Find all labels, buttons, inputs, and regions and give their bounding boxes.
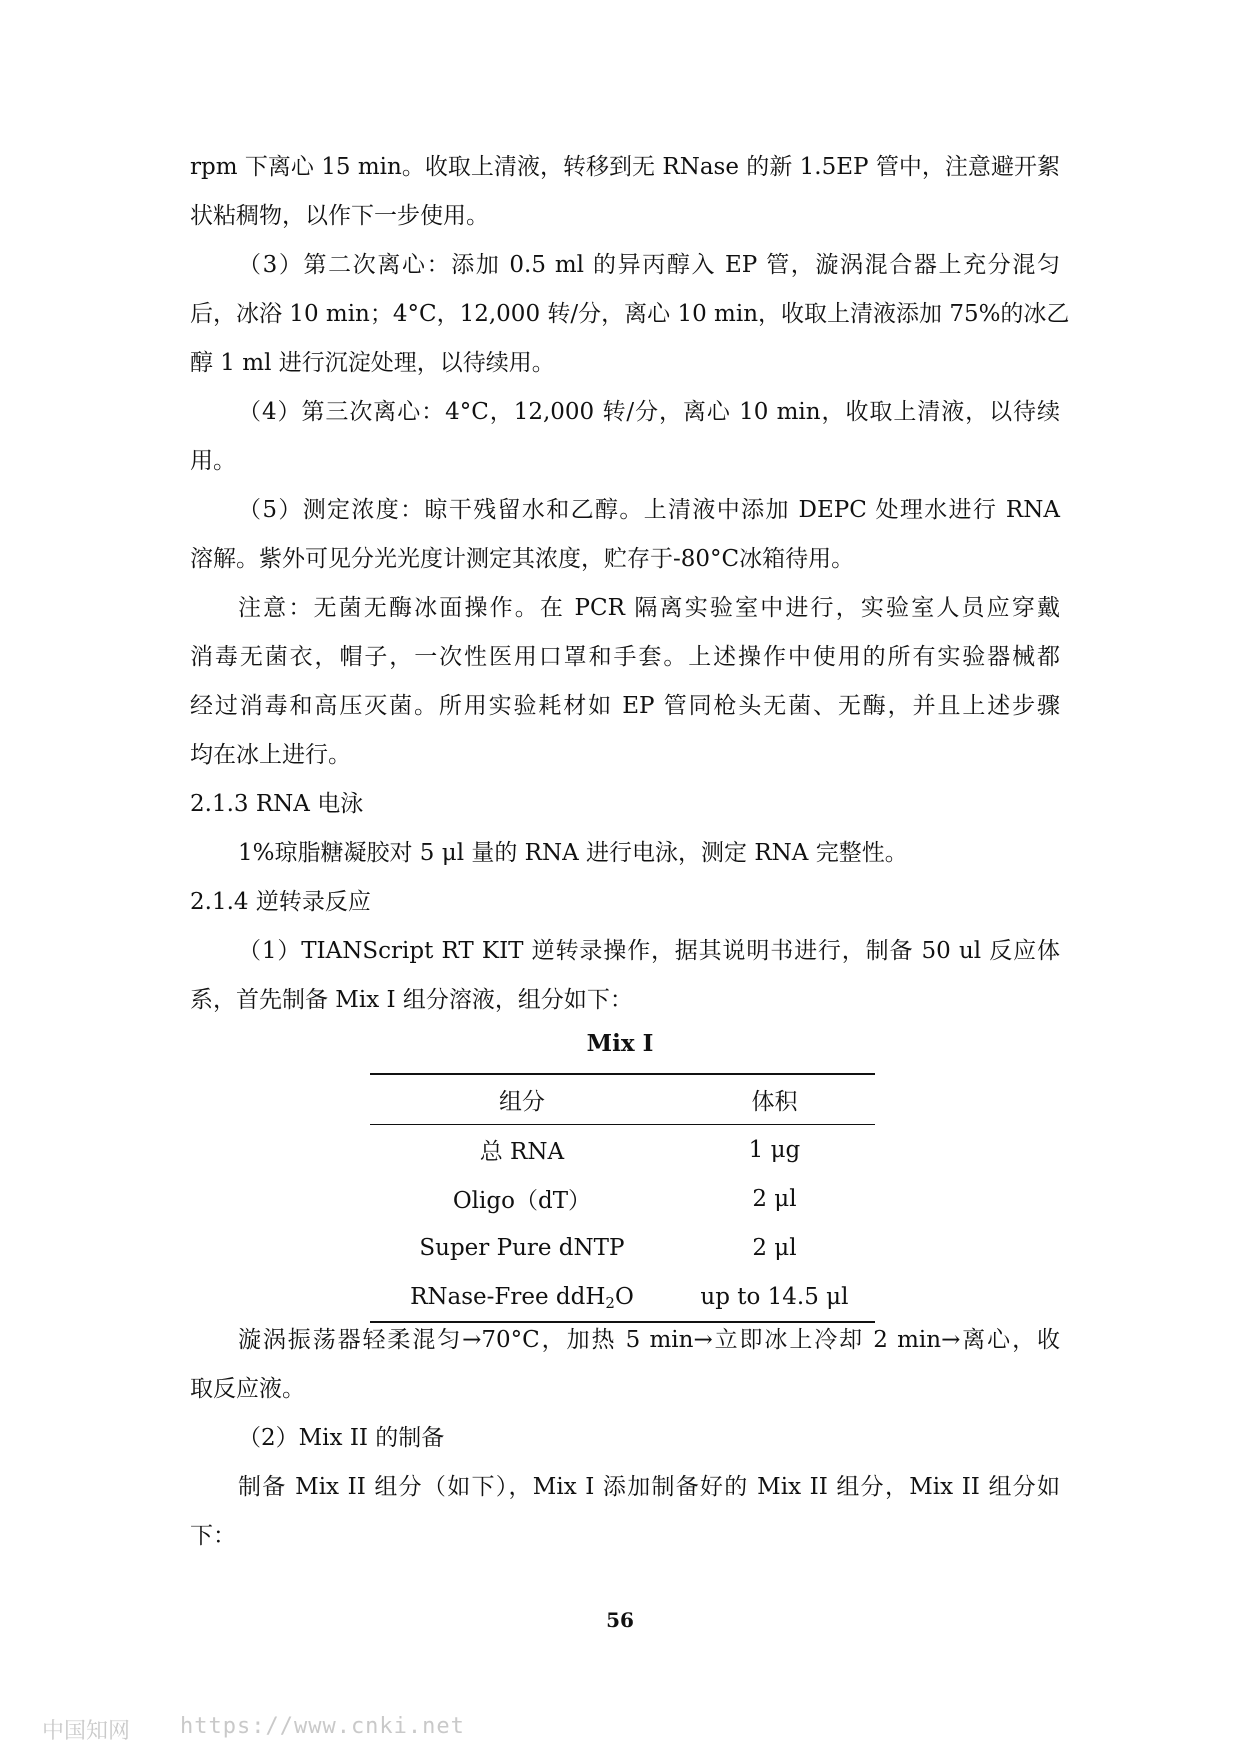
text-line: 溶解。紫外可见分光光度计测定其浓度，贮存于-80°C冰箱待用。 bbox=[190, 546, 855, 572]
text-line: 状粘稠物，以作下一步使用。 bbox=[190, 203, 489, 229]
text-line: （3）第二次离心：添加 0.5 ml 的异丙醇入 EP 管，漩涡混合器上充分混匀 bbox=[238, 252, 1060, 278]
table-cell: 2 μl bbox=[752, 1234, 797, 1261]
table-cell bbox=[370, 1272, 674, 1322]
text-line: 下： bbox=[190, 1523, 236, 1549]
table-header-component: 组分 bbox=[370, 1074, 674, 1125]
table-row bbox=[370, 1223, 875, 1272]
ddh2o-subscript: 2 bbox=[605, 1293, 615, 1312]
text-line: （1）TIANScript RT KIT 逆转录操作，据其说明书进行，制备 50 ul 反应体 bbox=[238, 938, 1060, 964]
text-line: 2.1.3 RNA 电泳 bbox=[190, 791, 364, 817]
mix-i-table bbox=[370, 1073, 875, 1323]
text-line: 消毒无菌衣，帽子，一次性医用口罩和手套。上述操作中使用的所有实验器械都 bbox=[190, 644, 1060, 670]
table-cell: 2 μl bbox=[752, 1185, 797, 1212]
table-cell: Super Pure dNTP bbox=[419, 1234, 625, 1261]
page-number: 56 bbox=[606, 1608, 634, 1632]
text-line: rpm 下离心 15 min。收取上清液，转移到无 RNase 的新 1.5EP 管中，注意避开絮 bbox=[190, 154, 1060, 180]
text-line: 系，首先制备 Mix I 组分溶液，组分如下： bbox=[190, 987, 633, 1013]
ddh2o-prefix: RNase-Free ddH bbox=[410, 1283, 606, 1310]
text-line: （5）测定浓度：晾干残留水和乙醇。上清液中添加 DEPC 处理水进行 RNA bbox=[238, 497, 1060, 523]
text-line: （4）第三次离心：4°C，12,000 转/分，离心 10 min，收取上清液，以待续 bbox=[238, 399, 1060, 425]
text-line: 后，冰浴 10 min；4°C，12,000 转/分，离心 10 min，收取上清液添加 75%的冰乙 bbox=[190, 301, 1070, 327]
table-cell: 总 RNA bbox=[479, 1139, 565, 1165]
table-cell: Oligo（dT） bbox=[452, 1188, 592, 1214]
watermark-url: https://www.cnki.net bbox=[180, 1714, 465, 1739]
table-cell: up to 14.5 μl bbox=[674, 1272, 875, 1322]
text-line: （2）Mix II 的制备 bbox=[238, 1425, 445, 1451]
table-header-volume: 体积 bbox=[674, 1074, 875, 1125]
text-line: 制备 Mix II 组分（如下），Mix I 添加制备好的 Mix II 组分，Mix II 组分如 bbox=[238, 1474, 1060, 1500]
table-cell: 1 μg bbox=[748, 1136, 801, 1163]
watermark-site: 中国知网 bbox=[42, 1719, 131, 1744]
text-line: 经过消毒和高压灭菌。所用实验耗材如 EP 管同枪头无菌、无酶，并且上述步骤 bbox=[190, 693, 1060, 719]
table-header-row bbox=[370, 1074, 875, 1125]
text-line: 取反应液。 bbox=[190, 1376, 305, 1402]
table-caption: Mix I bbox=[586, 1030, 654, 1057]
text-line: 1%琼脂糖凝胶对 5 μl 量的 RNA 进行电泳，测定 RNA 完整性。 bbox=[238, 840, 908, 866]
table-row bbox=[370, 1272, 875, 1322]
ddh2o-suffix: O bbox=[614, 1283, 634, 1310]
text-line: 醇 1 ml 进行沉淀处理，以待续用。 bbox=[190, 350, 555, 376]
text-line: 均在冰上进行。 bbox=[190, 742, 351, 768]
text-line: 用。 bbox=[190, 448, 236, 474]
table-row bbox=[370, 1125, 875, 1175]
text-line: 2.1.4 逆转录反应 bbox=[190, 889, 371, 915]
text-line: 漩涡振荡器轻柔混匀→70°C，加热 5 min→立即冰上冷却 2 min→离心，收 bbox=[238, 1327, 1060, 1353]
text-line: 注意：无菌无酶冰面操作。在 PCR 隔离实验室中进行，实验室人员应穿戴 bbox=[238, 595, 1060, 621]
table-row bbox=[370, 1174, 875, 1223]
